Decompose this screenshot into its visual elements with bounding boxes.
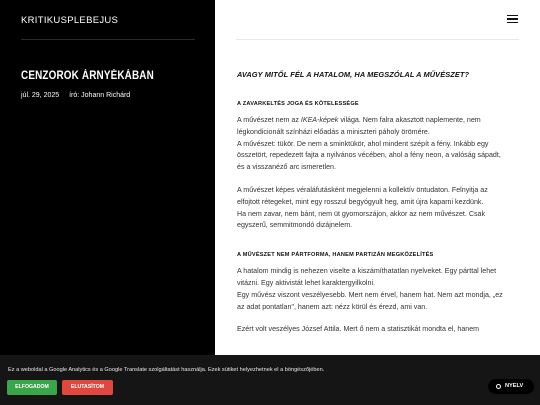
post-meta [21,92,130,99]
globe-icon [496,384,501,389]
reject-cookies-button[interactable]: ELUTASÍTOM [62,380,113,395]
cookie-notice-text: Ez a weboldal a Google Analytics és a Google Translate szolgáltatást használja. Ezek sütiket helyezhetnek el a böngészőjében. [8,367,325,373]
paragraph [237,115,507,139]
section-heading: A ZAVARKELTÉS JOGA ÉS KÖTELESSÉGE [237,101,359,107]
post-author: író: Johann Richárd [69,92,131,99]
hamburger-menu-icon[interactable] [507,15,518,24]
divider [236,39,519,40]
paragraph: A művészet képes véraláfutásként megjelenni a kollektív öntudaton. Felnyitja az elfojtott rétegeket, mint egy rosszul begyógyult heg, amit újra kaparni kezdünk. [237,185,488,206]
paragraph: Egy művész viszont veszélyesebb. Mert nem érvel, hanem hat. Nem azt mondja, „ez az adat pontatlan", hanem azt: nézz körül és érezd, ami van. [237,290,503,311]
accept-cookies-button[interactable]: ELFOGADOM [7,380,57,395]
main-content [215,0,540,405]
sidebar [0,0,215,405]
emphasized-link: IKEA-képek [300,116,339,124]
language-label: NYELV [505,383,524,389]
article-body [237,70,507,336]
paragraph-text: világa. Nem falra akasztott naplemente, nem légkondicionált színházi előadás a miniszteri páholy örömére. [237,116,481,136]
article-lead: AVAGY MITŐL FÉL A HATALOM, HA MEGSZÓLAL A MŰVÉSZET? [237,70,470,79]
site-title[interactable]: KRITIKUSPLEBEJUS [21,15,119,26]
section-heading: A MŰVÉSZET NEM PÁRTFORMA, HANEM PARTIZÁN MEGKÖZELÍTÉS [237,252,434,259]
language-button[interactable] [488,379,534,394]
divider [21,39,195,40]
post-date: júl. 29, 2025 [21,92,60,99]
paragraph: A hatalom mindig is nehezen viselte a kiszámíthatatlan nyelveket. Egy párttal lehet vitázni. Egy aktivistát lehet karaktergyilkolni. [237,267,497,287]
paragraph: Ezért volt veszélyes József Attila. Mert ő nem a statisztikát mondta el, hanem [237,325,480,334]
cookie-banner [0,355,540,405]
paragraph-text: A művészet nem az [237,116,301,124]
post-title: CENZOROK ÁRNYÉKÁBAN [21,70,154,82]
paragraph: Ha nem zavar, nem bánt, nem üt gyomorszájon, akkor az nem művészet. Csak egyszerű, semmitmondó dizájnelem. [237,209,485,230]
paragraph: A művészet: tükör. De nem a sminktükör, ahol mindent szépít a fény. Inkább egy összetört, repedezett fajta a nyilvános vécében, ahol a fény neon, a valóság sápadt, és a visszanéző arc ismeretlen. [237,139,501,172]
